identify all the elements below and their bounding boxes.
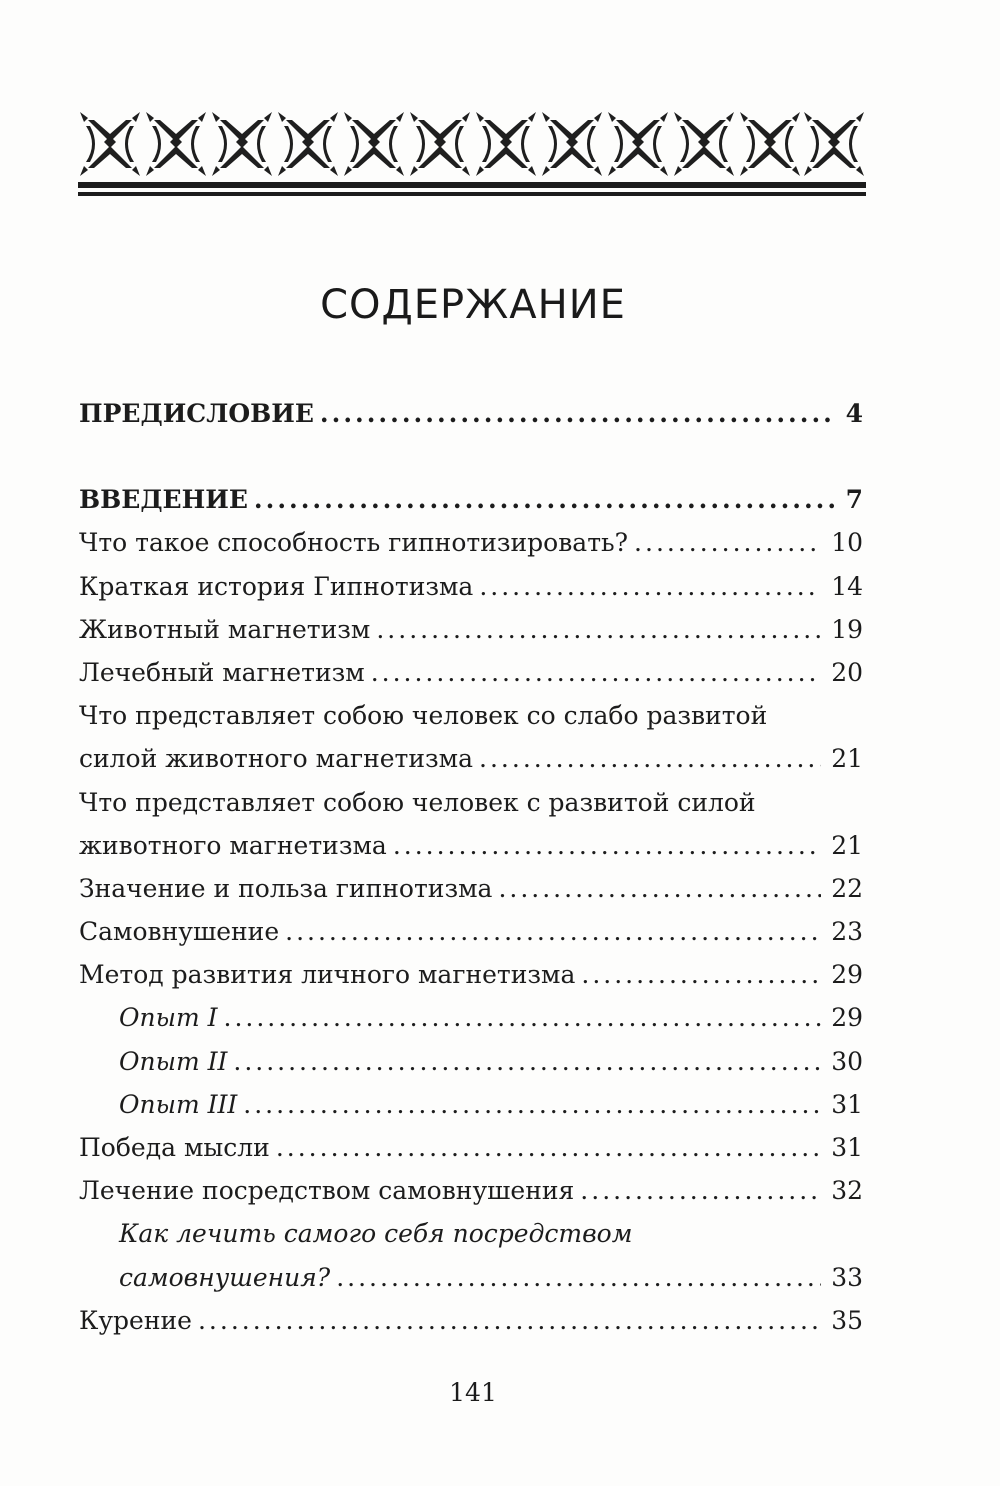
page-number-footer: 141 [449, 1378, 497, 1407]
toc-entry-text: Краткая история Гипнотизма [79, 571, 474, 601]
toc-page-number: 22 [831, 873, 863, 903]
toc-leader-dots [376, 608, 821, 651]
toc-entry[interactable] [79, 651, 863, 694]
toc-spacer [79, 435, 863, 478]
toc-subentry-continued[interactable] [79, 1212, 863, 1255]
toc-page-number: 14 [831, 571, 863, 601]
toc-entry-text: Значение и польза гипнотизма [79, 873, 493, 903]
toc-leader-dots [498, 867, 821, 910]
toc-leader-dots [479, 737, 821, 780]
toc-entry-text: самовнушения? [119, 1262, 331, 1292]
toc-subentry[interactable] [79, 1256, 863, 1299]
toc-page-number: 29 [831, 960, 863, 990]
toc-entry-text: Как лечить самого себя посредством [119, 1219, 633, 1249]
toc-entry[interactable] [79, 1126, 863, 1169]
toc-entry-text: Метод развития личного магнетизма [79, 960, 576, 990]
toc-leader-dots [276, 1126, 821, 1169]
toc-entry-text: Опыт II [119, 1046, 228, 1076]
toc-entry[interactable] [79, 1169, 863, 1212]
toc-leader-dots [336, 1256, 821, 1299]
toc-entry-text: ВВЕДЕНИЕ [79, 485, 248, 515]
toc-page-number: 20 [831, 657, 863, 687]
toc-subentry[interactable] [79, 996, 863, 1039]
toc-entry-text: животного магнетизма [79, 830, 387, 860]
toc-entry-text: Самовнушение [79, 917, 280, 947]
toc-page-number: 21 [831, 744, 863, 774]
toc-page-number: 31 [831, 1133, 863, 1162]
toc-leader-dots [198, 1299, 821, 1342]
toc-entry[interactable] [79, 737, 863, 780]
toc-entry-text: Что представляет собою человек с развитой силой [79, 787, 756, 817]
toc-leader-dots [233, 1040, 821, 1083]
toc-leader-dots [254, 478, 836, 521]
toc-entry-text: Победа мысли [79, 1133, 270, 1162]
toc-leader-dots [320, 392, 836, 435]
toc-page-number: 32 [831, 1176, 863, 1206]
toc-leader-dots [371, 651, 822, 694]
toc-page-number: 4 [845, 399, 863, 428]
decorative-border-ornament [78, 112, 866, 202]
toc-entry-text: Что представляет собою человек со слабо развитой [79, 701, 768, 731]
toc-leader-dots [581, 953, 821, 996]
toc-page-number: 31 [831, 1089, 863, 1119]
toc-entry[interactable] [79, 521, 863, 564]
toc-entry-text: силой животного магнетизма [79, 744, 474, 774]
toc-entry-intro[interactable] [79, 478, 863, 521]
toc-entry[interactable] [79, 910, 863, 953]
toc-entry[interactable] [79, 824, 863, 867]
toc-entry-text: Опыт III [119, 1089, 238, 1119]
toc-entry-text: Лечебный магнетизм [79, 657, 365, 687]
toc-page-number: 30 [831, 1046, 863, 1076]
toc-entry-text: Курение [79, 1305, 192, 1335]
toc-entry-continued[interactable] [79, 781, 863, 824]
toc-entry[interactable] [79, 953, 863, 996]
toc-entry[interactable] [79, 867, 863, 910]
table-of-contents [79, 392, 863, 1342]
toc-entry-continued[interactable] [79, 694, 863, 737]
toc-leader-dots [479, 565, 821, 608]
toc-leader-dots [393, 824, 821, 867]
toc-page-number: 33 [831, 1262, 863, 1292]
toc-entry[interactable] [79, 565, 863, 608]
toc-page-number: 21 [831, 830, 863, 860]
toc-entry[interactable] [79, 608, 863, 651]
toc-leader-dots [224, 996, 822, 1039]
toc-page-number: 19 [831, 614, 863, 644]
toc-entry-text: Опыт I [119, 1003, 218, 1033]
toc-entry-text: Лечение посредством самовнушения [79, 1176, 575, 1206]
toc-leader-dots [634, 521, 821, 564]
toc-entry-text: ПРЕДИСЛОВИЕ [79, 399, 314, 428]
toc-page-number: 7 [845, 485, 863, 515]
toc-page-number: 10 [831, 528, 863, 558]
toc-subentry[interactable] [79, 1083, 863, 1126]
toc-leader-dots [285, 910, 821, 953]
toc-entry-text: Животный магнетизм [79, 614, 371, 644]
toc-leader-dots [243, 1083, 821, 1126]
toc-leader-dots [580, 1169, 821, 1212]
toc-entry-text: Что такое способность гипнотизировать? [79, 528, 629, 558]
toc-page-number: 29 [831, 1003, 863, 1033]
toc-subentry[interactable] [79, 1040, 863, 1083]
toc-entry-preface[interactable] [79, 392, 863, 435]
page-title: СОДЕРЖАНИЕ [320, 282, 626, 328]
toc-entry[interactable] [79, 1299, 863, 1342]
toc-page-number: 35 [831, 1305, 863, 1335]
toc-page-number: 23 [831, 917, 863, 947]
